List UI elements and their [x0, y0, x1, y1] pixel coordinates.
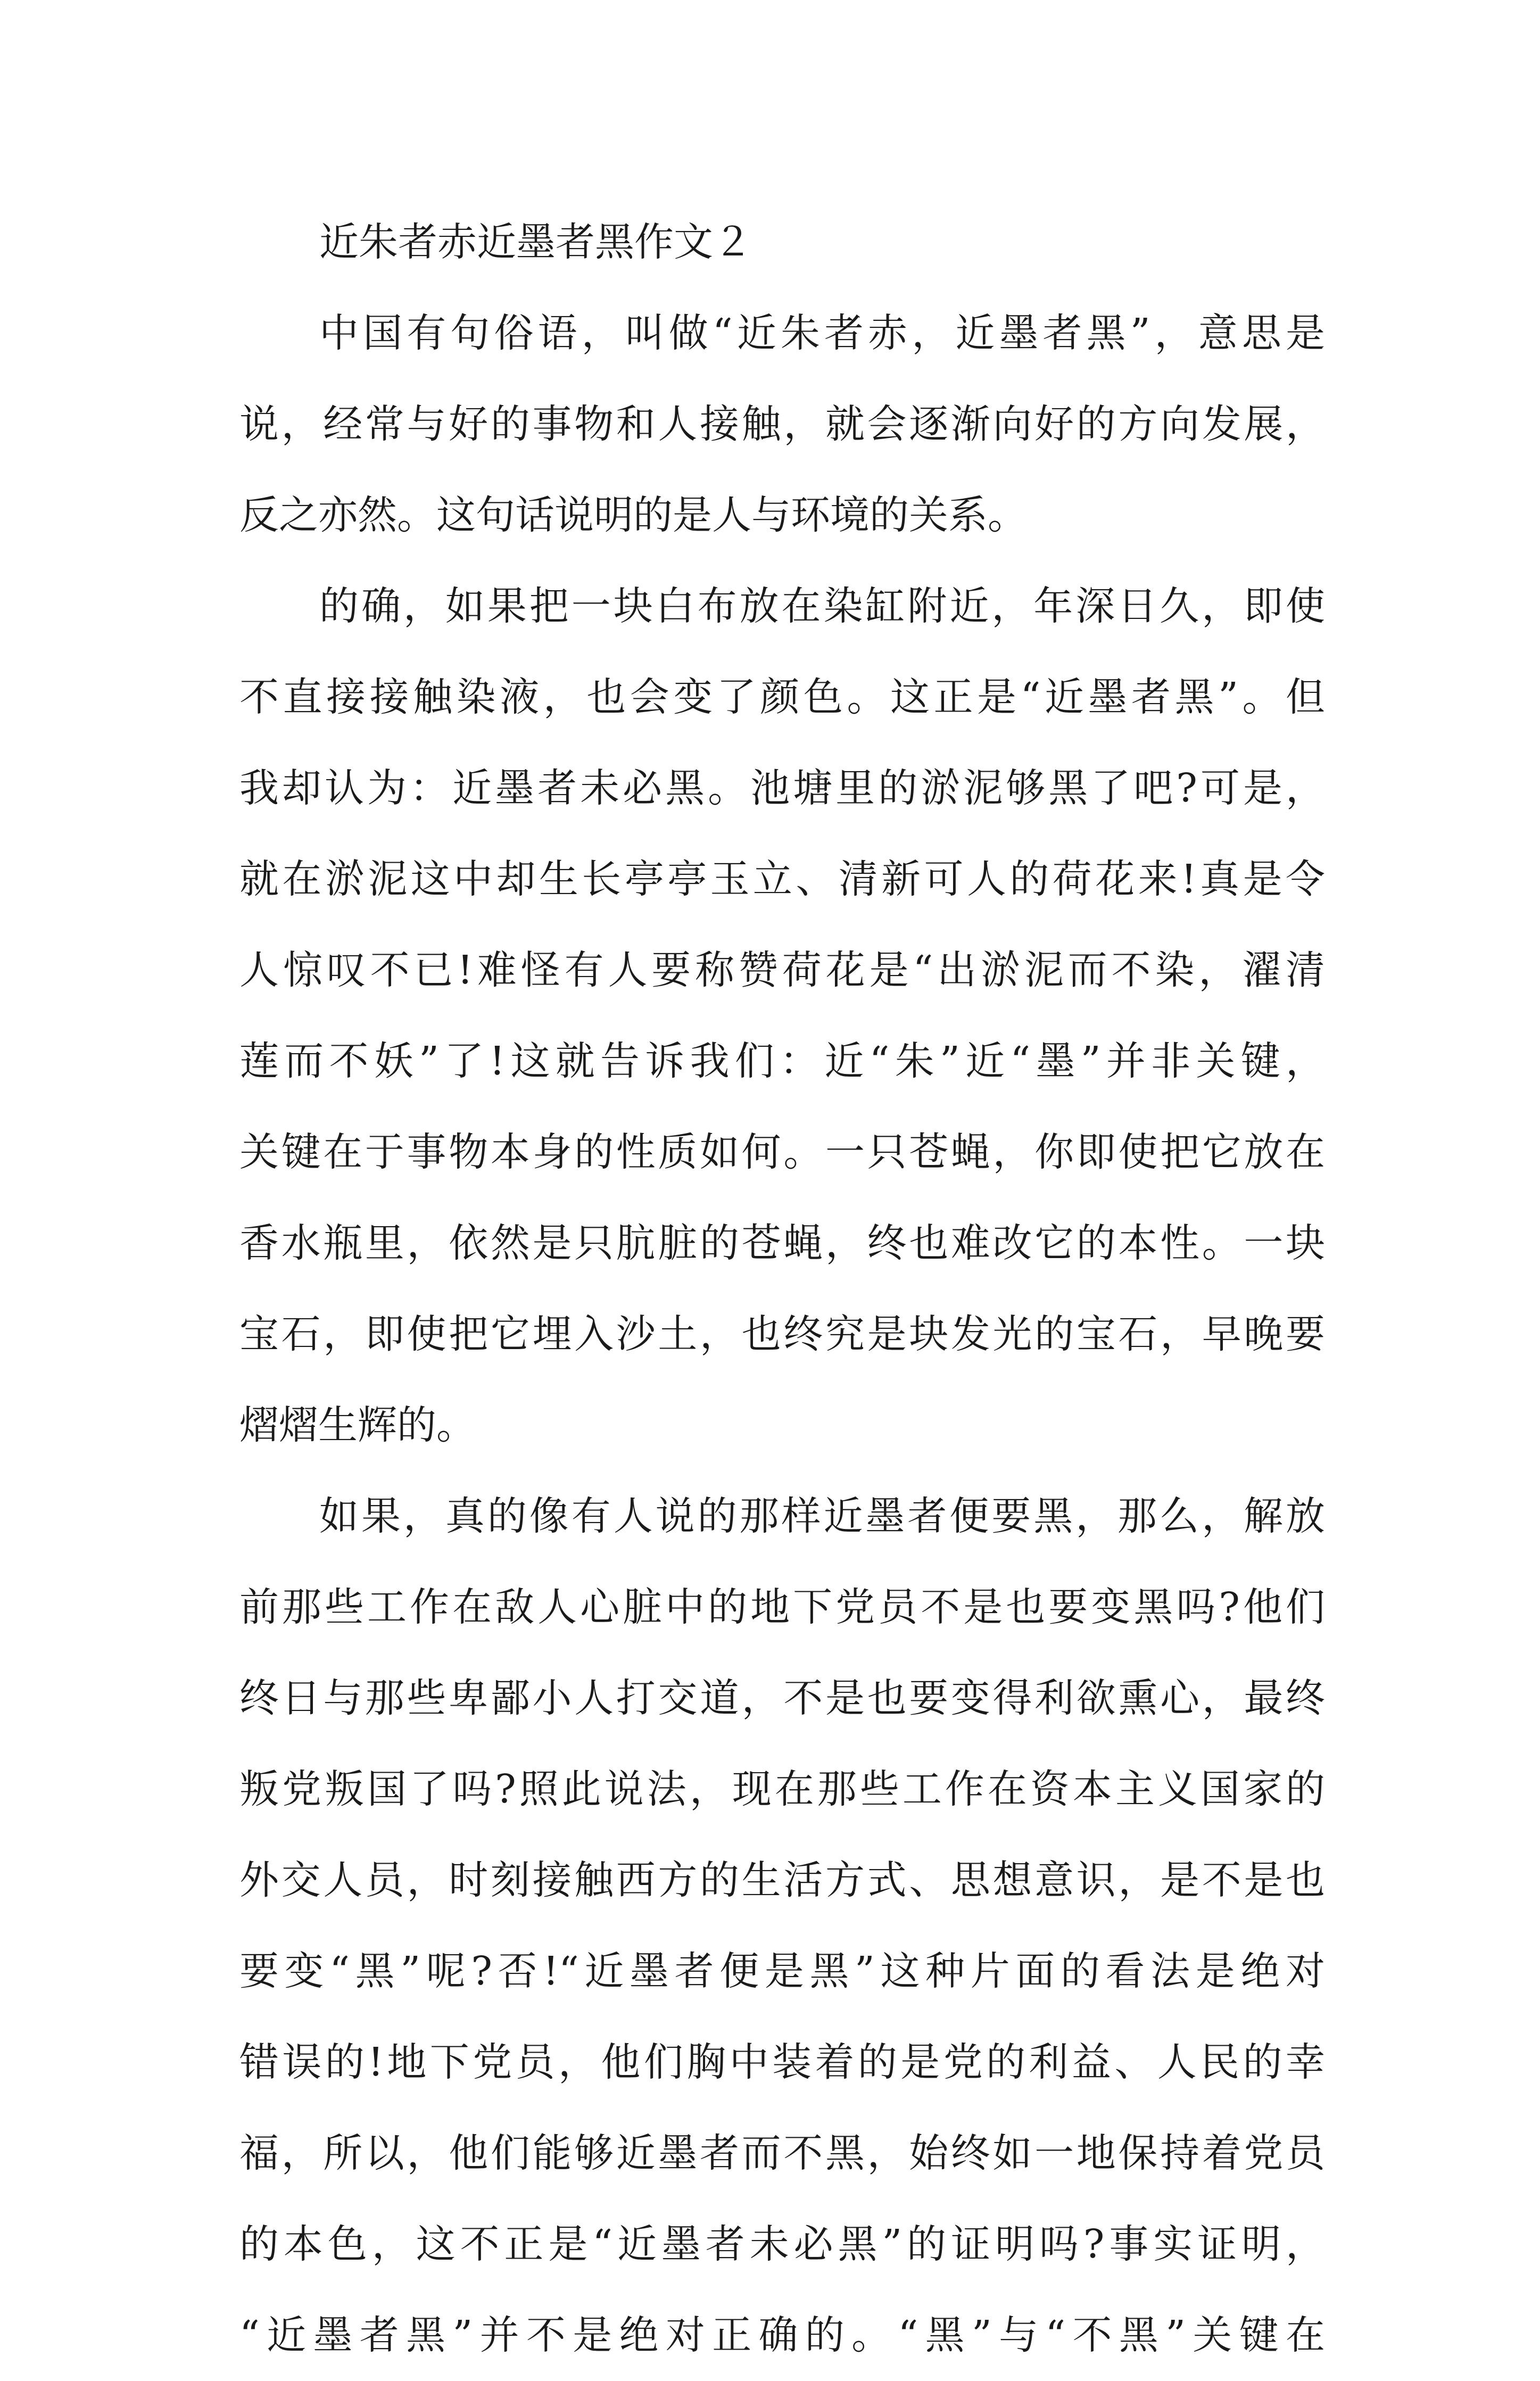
- paragraph-2-line-4: 就在淤泥这中却生长亭亭玉立、清新可人的荷花来!真是令: [239, 856, 1325, 902]
- paragraph-3-line-3: 终日与那些卑鄙小人打交道，不是也要变得利欲熏心，最终: [239, 1675, 1325, 1721]
- essay-title: 近朱者赤近墨者黑作文２: [319, 219, 752, 265]
- paragraph-3-line-4: 叛党叛国了吗?照此说法，现在那些工作在资本主义国家的: [239, 1766, 1325, 1812]
- paragraph-2-line-8: 香水瓶里，依然是只肮脏的苍蝇，终也难改它的本性。一块: [239, 1220, 1325, 1266]
- paragraph-3-line-9: 的本色，这不正是“近墨者未必黑”的证明吗?事实证明，: [239, 2221, 1325, 2267]
- paragraph-1-line-2: 说，经常与好的事物和人接触，就会逐渐向好的方向发展，: [239, 401, 1325, 447]
- paragraph-2-line-2: 不直接接触染液，也会变了颜色。这正是“近墨者黑”。但: [239, 674, 1325, 720]
- paragraph-3-line-2: 前那些工作在敌人心脏中的地下党员不是也要变黑吗?他们: [239, 1584, 1325, 1630]
- paragraph-2-line-7: 关键在于事物本身的性质如何。一只苍蝇，你即使把它放在: [239, 1129, 1325, 1175]
- paragraph-1-line-3: 反之亦然。这句话说明的是人与环境的关系。: [239, 492, 1027, 538]
- paragraph-2-line-1: 的确，如果把一块白布放在染缸附近，年深日久，即使: [319, 583, 1325, 629]
- paragraph-3-line-7: 错误的!地下党员，他们胸中装着的是党的利益、人民的幸: [239, 2039, 1325, 2085]
- paragraph-3-line-5: 外交人员，时刻接触西方的生活方式、思想意识，是不是也: [239, 1857, 1325, 1903]
- paragraph-2-line-6: 莲而不妖”了!这就告诉我们：近“朱”近“墨”并非关键，: [239, 1038, 1325, 1084]
- paragraph-3-line-1: 如果，真的像有人说的那样近墨者便要黑，那么，解放: [319, 1493, 1325, 1539]
- paragraph-2-line-9: 宝石，即使把它埋入沙土，也终究是块发光的宝石，早晚要: [239, 1311, 1325, 1357]
- paragraph-1-line-1: 中国有句俗语，叫做“近朱者赤，近墨者黑”，意思是: [319, 310, 1325, 356]
- paragraph-3-line-6: 要变“黑”呢?否!“近墨者便是黑”这种片面的看法是绝对: [239, 1948, 1325, 1994]
- paragraph-3-line-10: “近墨者黑”并不是绝对正确的。“黑”与“不黑”关键在: [239, 2312, 1325, 2358]
- paragraph-3-line-8: 福，所以，他们能够近墨者而不黑，始终如一地保持着党员: [239, 2130, 1325, 2176]
- paragraph-2-line-3: 我却认为：近墨者未必黑。池塘里的淤泥够黑了吧?可是，: [239, 765, 1325, 811]
- paragraph-2-line-5: 人惊叹不已!难怪有人要称赞荷花是“出淤泥而不染，濯清: [239, 947, 1325, 993]
- essay-body: [239, 197, 1325, 2381]
- paragraph-2-line-10: 熠熠生辉的。: [239, 1402, 476, 1448]
